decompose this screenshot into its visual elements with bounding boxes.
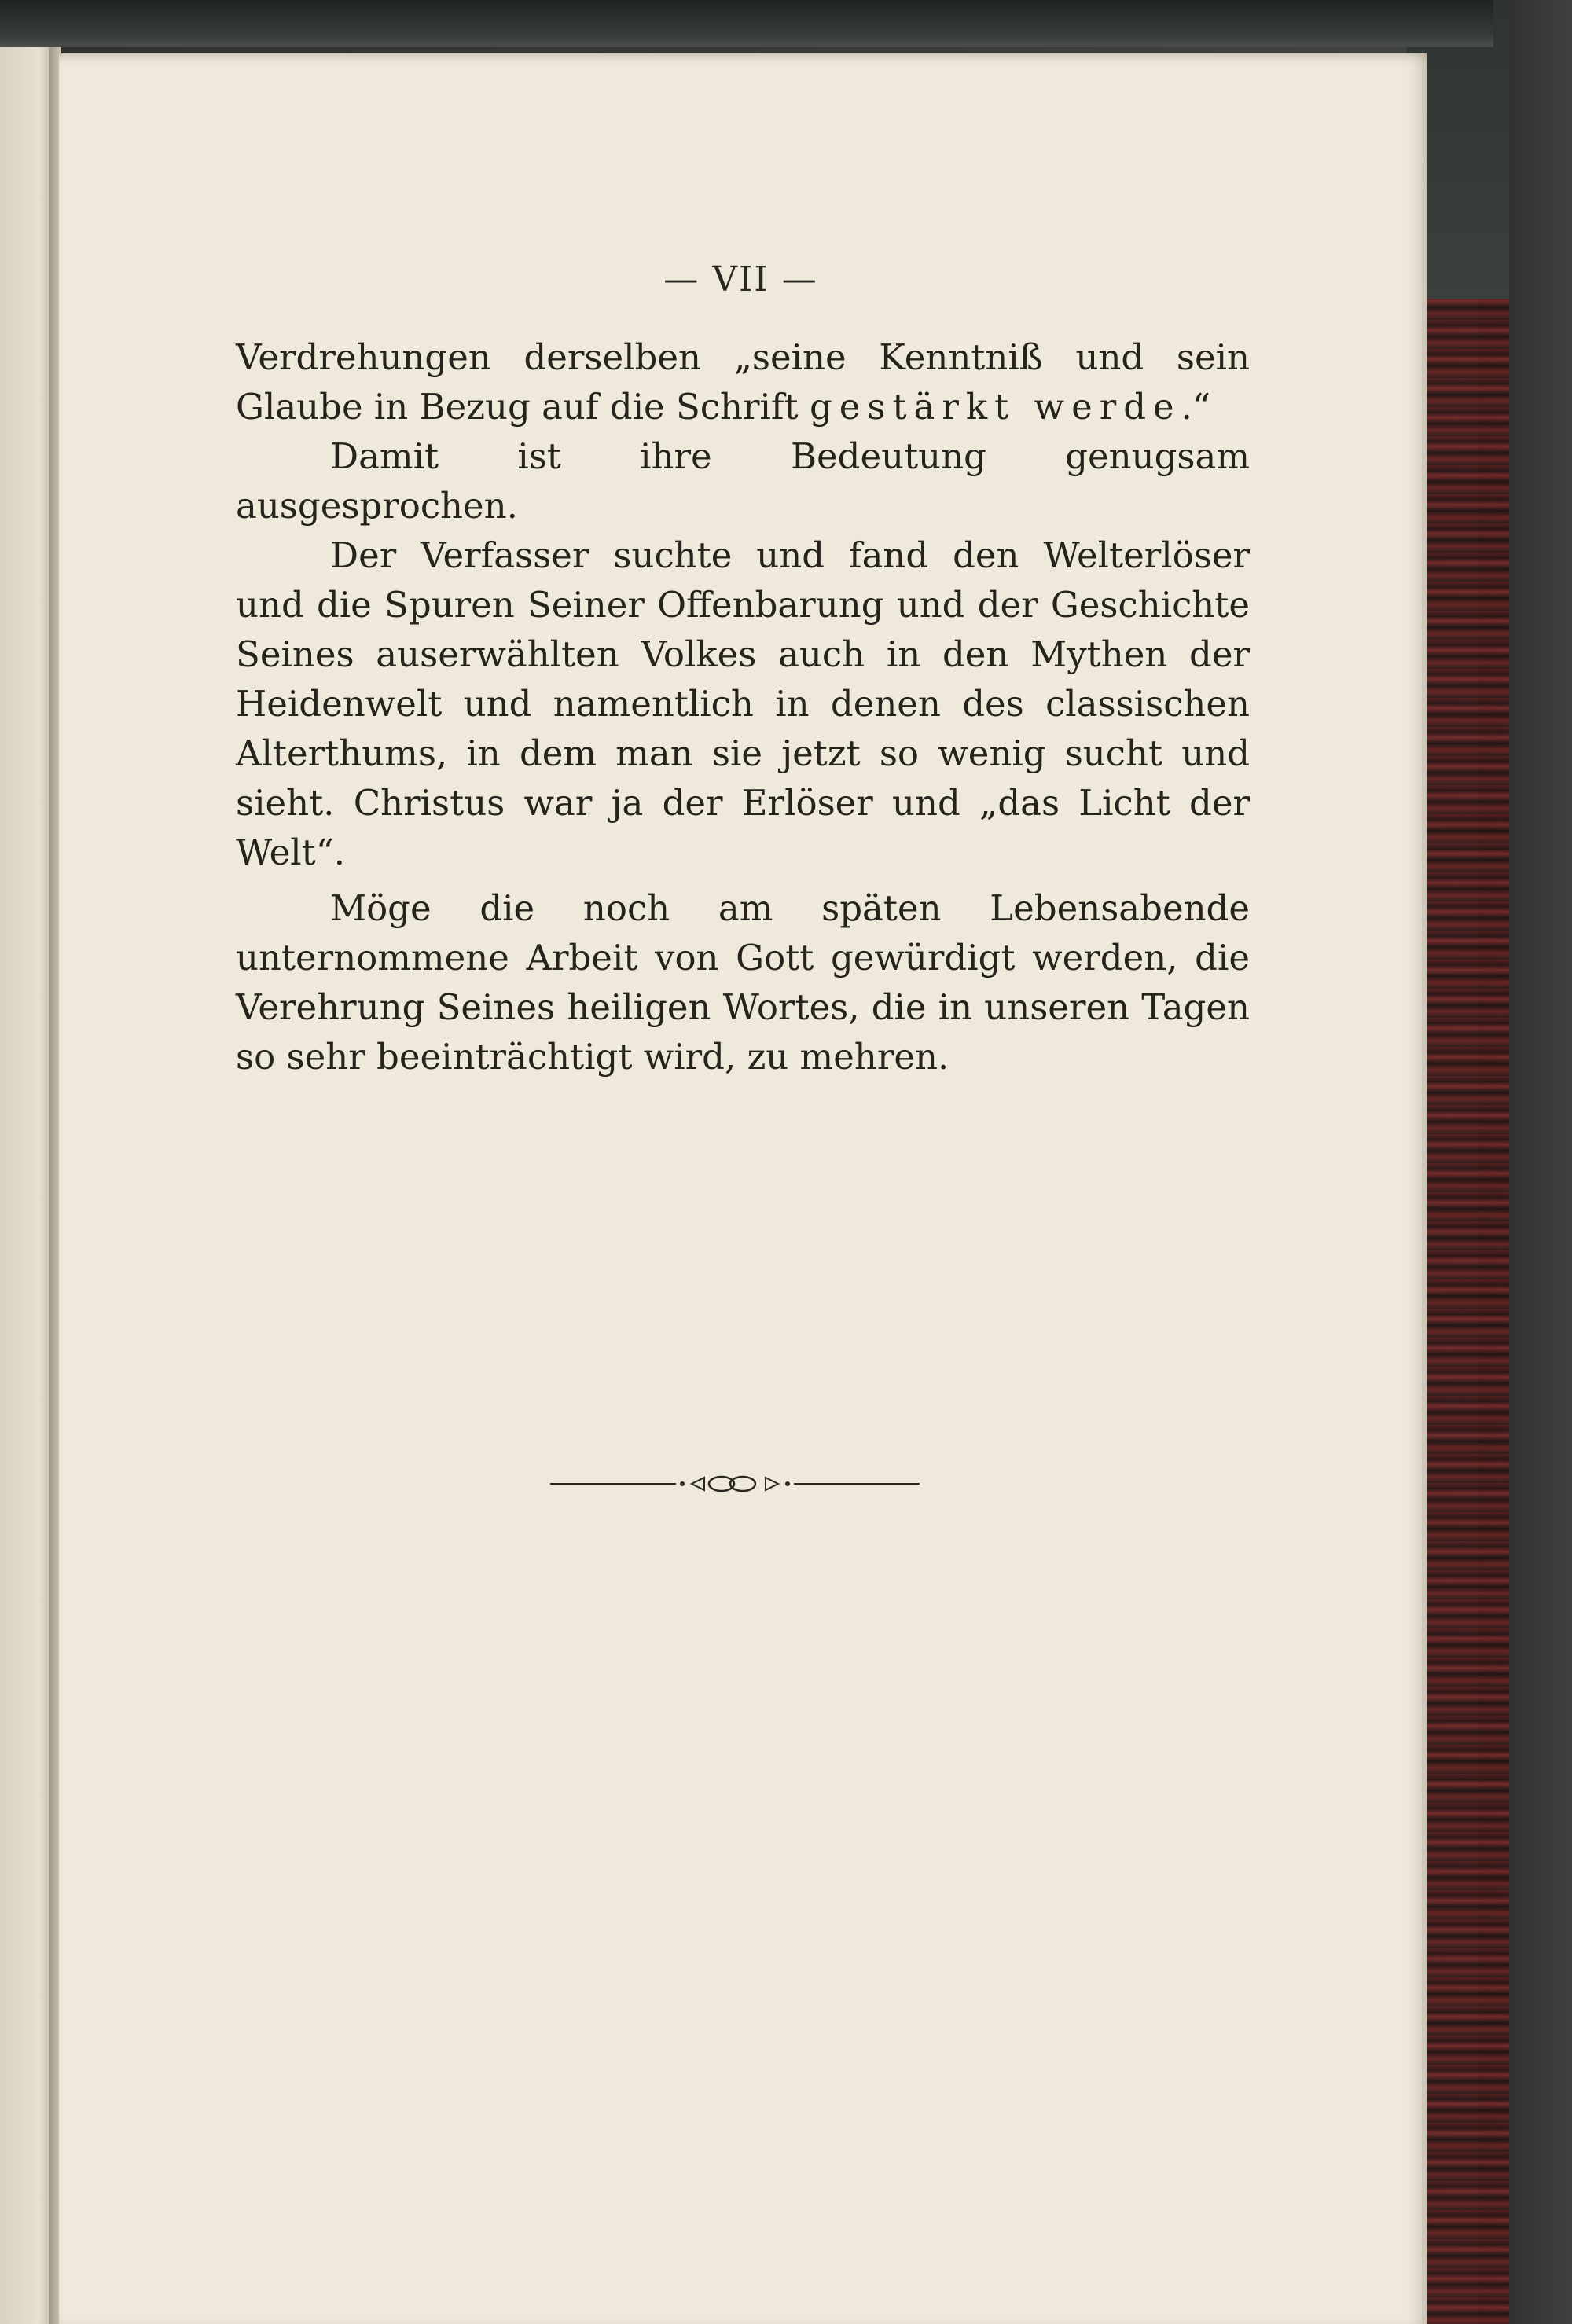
paragraph-4: Möge die noch am späten Lebensabende unternommene Arbeit von Gott gewürdigt werden, die Verehrung Seines heiligen Wortes, die in unseren Tagen so sehr beeinträchtigt wird, zu mehren. <box>236 887 1250 1078</box>
page-number: — VII — <box>663 259 818 299</box>
facing-page <box>0 47 55 2324</box>
body-text <box>236 332 1250 1081</box>
emphasized-text: gestärkt werde <box>809 386 1181 428</box>
paragraph-1 <box>236 332 1250 431</box>
paragraph-1-text: Verdrehungen derselben „seine Kenntniß und sein Glaube in Bezug auf die Schrift <box>236 336 1250 428</box>
book-top-edge <box>0 0 1493 47</box>
paragraph-1-end: .“ <box>1181 386 1210 428</box>
book-page <box>59 53 1427 2324</box>
decorative-divider-icon <box>550 1468 920 1500</box>
paragraph-3: Der Verfasser suchte und fand den Welterlöser und die Spuren Seiner Offenbarung und der Geschichte Seines auserwählten Volkes auch in den Mythen der Heidenwelt und namentlich in denen des classischen Alterthums, in dem man sie jetzt so wenig sucht und sieht. Christus war ja der Erlöser und „das Licht der Welt“. <box>236 534 1250 873</box>
paragraph-2: Damit ist ihre Bedeutung genugsam ausgesprochen. <box>236 435 1250 527</box>
